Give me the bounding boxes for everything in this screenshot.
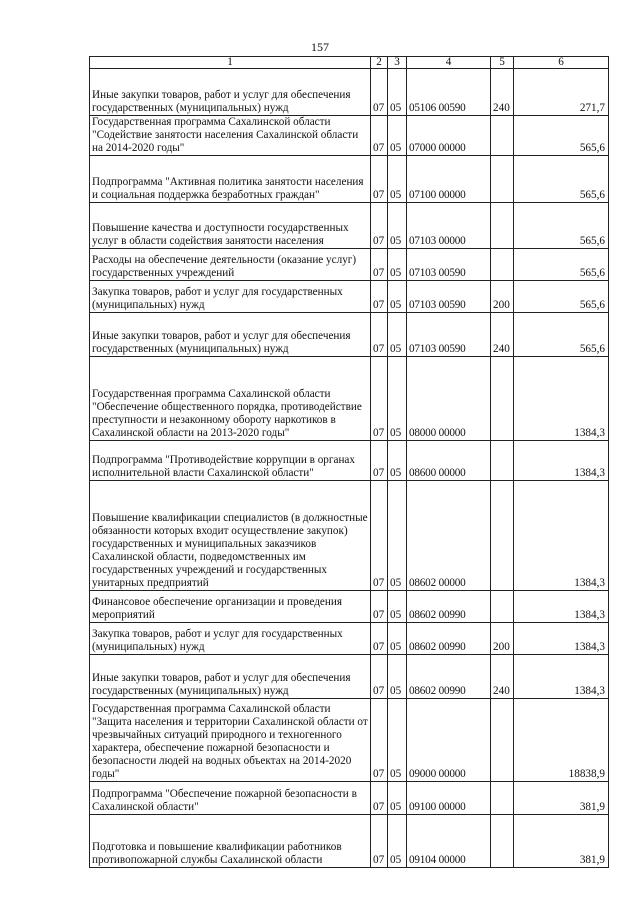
- table-row: [90, 313, 609, 357]
- row-target-article: 08602 00990: [407, 623, 491, 655]
- row-target-article: 09100 00000: [407, 782, 491, 815]
- row-target-article: 07103 00590: [407, 281, 491, 313]
- table-row: [90, 357, 609, 441]
- row-subsection: 05: [388, 782, 407, 815]
- row-name: Государственная программа Сахалинской области "Обеспечение общественного порядка, противодействие преступности и незаконному обороту наркотиков в Сахалинской области на 2013-2020 годы": [90, 357, 371, 441]
- header-cell-6: 6: [514, 57, 609, 69]
- row-section: 07: [371, 69, 388, 116]
- row-name: Расходы на обеспечение деятельности (оказание услуг) государственных учреждений: [90, 249, 371, 281]
- row-subsection: 05: [388, 116, 407, 156]
- row-expense-type: [491, 815, 514, 868]
- row-section: 07: [371, 249, 388, 281]
- table-row: [90, 441, 609, 481]
- row-expense-type: [491, 156, 514, 203]
- row-subsection: 05: [388, 441, 407, 481]
- row-name: Подпрограмма "Активная политика занятости населения и социальная поддержка безработных граждан": [90, 156, 371, 203]
- row-target-article: 09104 00000: [407, 815, 491, 868]
- row-target-article: 08000 00000: [407, 357, 491, 441]
- row-amount: 271,7: [514, 69, 609, 116]
- page-number: 157: [311, 40, 329, 54]
- header-cell-5: 5: [491, 57, 514, 69]
- row-target-article: 07103 00000: [407, 203, 491, 249]
- row-target-article: 08600 00000: [407, 441, 491, 481]
- table-row: [90, 156, 609, 203]
- row-section: 07: [371, 782, 388, 815]
- table-row: [90, 591, 609, 623]
- row-expense-type: [491, 699, 514, 782]
- row-subsection: 05: [388, 481, 407, 591]
- row-expense-type: [491, 249, 514, 281]
- row-name: Подпрограмма "Противодействие коррупции в органах исполнительной власти Сахалинской области": [90, 441, 371, 481]
- row-target-article: 07103 00590: [407, 249, 491, 281]
- row-subsection: 05: [388, 623, 407, 655]
- row-section: 07: [371, 281, 388, 313]
- table-row: [90, 782, 609, 815]
- row-target-article: 07100 00000: [407, 156, 491, 203]
- row-section: 07: [371, 591, 388, 623]
- row-name: Повышение квалификации специалистов (в должностные обязанности которых входит осуществление закупок) государственных и муниципальных заказчиков Сахалинской области, подведомственных им государственных учреждений и государственных унитарных предприятий: [90, 481, 371, 591]
- row-expense-type: [491, 203, 514, 249]
- table-row: [90, 699, 609, 782]
- row-expense-type: 200: [491, 623, 514, 655]
- row-name: Закупка товаров, работ и услуг для государственных (муниципальных) нужд: [90, 281, 371, 313]
- row-subsection: 05: [388, 815, 407, 868]
- row-target-article: 09000 00000: [407, 699, 491, 782]
- row-section: 07: [371, 815, 388, 868]
- table-row: [90, 815, 609, 868]
- row-target-article: 08602 00000: [407, 481, 491, 591]
- row-amount: 381,9: [514, 815, 609, 868]
- table-row: [90, 655, 609, 699]
- row-amount: 565,6: [514, 156, 609, 203]
- row-section: 07: [371, 623, 388, 655]
- row-name: Иные закупки товаров, работ и услуг для обеспечения государственных (муниципальных) нужд: [90, 655, 371, 699]
- row-target-article: 08602 00990: [407, 591, 491, 623]
- row-target-article: 07000 00000: [407, 116, 491, 156]
- row-subsection: 05: [388, 281, 407, 313]
- row-section: 07: [371, 357, 388, 441]
- row-amount: 1384,3: [514, 481, 609, 591]
- table-header-row: [90, 57, 609, 69]
- table-row: [90, 203, 609, 249]
- row-subsection: 05: [388, 203, 407, 249]
- row-expense-type: 200: [491, 281, 514, 313]
- row-target-article: 07103 00590: [407, 313, 491, 357]
- row-section: 07: [371, 313, 388, 357]
- row-subsection: 05: [388, 313, 407, 357]
- row-name: Финансовое обеспечение организации и проведения мероприятий: [90, 591, 371, 623]
- row-expense-type: 240: [491, 69, 514, 116]
- header-cell-4: 4: [407, 57, 491, 69]
- row-section: 07: [371, 655, 388, 699]
- row-subsection: 05: [388, 699, 407, 782]
- table-row: [90, 116, 609, 156]
- row-amount: 1384,3: [514, 623, 609, 655]
- row-expense-type: 240: [491, 313, 514, 357]
- row-section: 07: [371, 116, 388, 156]
- row-amount: 1384,3: [514, 357, 609, 441]
- row-name: Государственная программа Сахалинской области "Защита населения и территории Сахалинской области от чрезвычайных ситуаций природного и техногенного характера, обеспечение пожарной безопасности и безопасности людей на водных объектах на 2014-2020 годы": [90, 699, 371, 782]
- row-amount: 565,6: [514, 281, 609, 313]
- row-name: Подпрограмма "Обеспечение пожарной безопасности в Сахалинской области": [90, 782, 371, 815]
- table-body: [90, 57, 609, 868]
- row-target-article: 08602 00990: [407, 655, 491, 699]
- budget-table: [89, 56, 609, 868]
- header-cell-1: 1: [90, 57, 371, 69]
- row-expense-type: [491, 782, 514, 815]
- row-name: Иные закупки товаров, работ и услуг для обеспечения государственных (муниципальных) нужд: [90, 313, 371, 357]
- row-amount: 565,6: [514, 203, 609, 249]
- row-name: Иные закупки товаров, работ и услуг для обеспечения государственных (муниципальных) нужд: [90, 69, 371, 116]
- row-target-article: 05106 00590: [407, 69, 491, 116]
- row-section: 07: [371, 203, 388, 249]
- row-section: 07: [371, 699, 388, 782]
- row-amount: 381,9: [514, 782, 609, 815]
- row-subsection: 05: [388, 591, 407, 623]
- table-row: [90, 69, 609, 116]
- row-name: Повышение качества и доступности государственных услуг в области содействия занятости населения: [90, 203, 371, 249]
- row-expense-type: [491, 116, 514, 156]
- table-row: [90, 249, 609, 281]
- row-section: 07: [371, 441, 388, 481]
- row-subsection: 05: [388, 156, 407, 203]
- row-name: Государственная программа Сахалинской области "Содействие занятости населения Сахалинской области на 2014-2020 годы": [90, 116, 371, 156]
- row-expense-type: [491, 357, 514, 441]
- header-cell-3: 3: [388, 57, 407, 69]
- row-expense-type: 240: [491, 655, 514, 699]
- row-expense-type: [491, 441, 514, 481]
- row-subsection: 05: [388, 69, 407, 116]
- row-expense-type: [491, 481, 514, 591]
- row-amount: 565,6: [514, 116, 609, 156]
- row-amount: 1384,3: [514, 591, 609, 623]
- table-row: [90, 623, 609, 655]
- table-row: [90, 481, 609, 591]
- row-subsection: 05: [388, 357, 407, 441]
- row-amount: 565,6: [514, 313, 609, 357]
- table-row: [90, 281, 609, 313]
- row-section: 07: [371, 156, 388, 203]
- row-amount: 18838,9: [514, 699, 609, 782]
- row-name: Закупка товаров, работ и услуг для государственных (муниципальных) нужд: [90, 623, 371, 655]
- row-name: Подготовка и повышение квалификации работников противопожарной службы Сахалинской области: [90, 815, 371, 868]
- row-amount: 565,6: [514, 249, 609, 281]
- header-cell-2: 2: [371, 57, 388, 69]
- row-section: 07: [371, 481, 388, 591]
- row-subsection: 05: [388, 249, 407, 281]
- row-subsection: 05: [388, 655, 407, 699]
- row-amount: 1384,3: [514, 441, 609, 481]
- row-expense-type: [491, 591, 514, 623]
- row-amount: 1384,3: [514, 655, 609, 699]
